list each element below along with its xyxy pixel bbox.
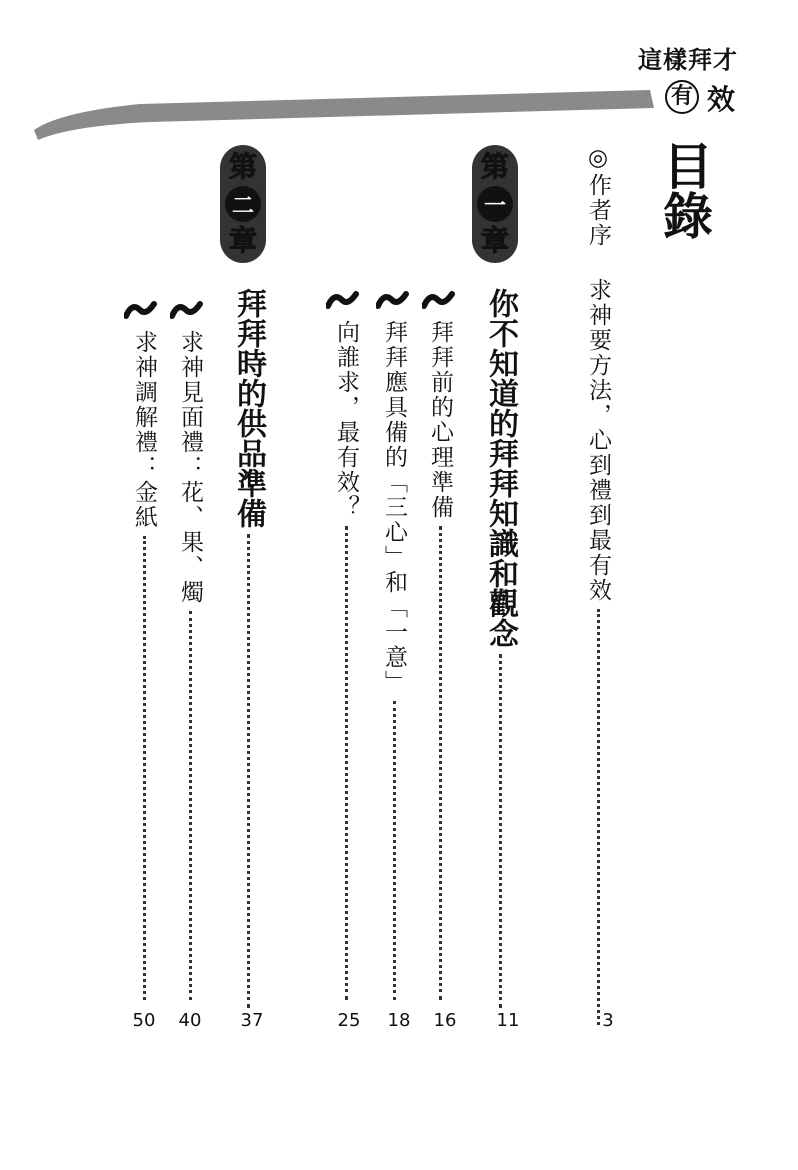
leader-dots bbox=[597, 609, 600, 1025]
leader-dots bbox=[189, 611, 192, 1000]
chapter-2-title: 拜拜時的供品準備 bbox=[231, 288, 266, 528]
chapter-2-title-entry[interactable] bbox=[228, 288, 268, 1008]
toc-item-text: 拜拜應具備的「三心」和「一意」 bbox=[381, 320, 407, 695]
badge-char-bottom: 章 bbox=[228, 224, 257, 257]
preface-label: ◎作者序 bbox=[585, 145, 611, 248]
toc-item-text: 求神調解禮：金紙 bbox=[131, 330, 157, 530]
leader-dots bbox=[143, 536, 146, 1000]
toc-item-text: 拜拜前的心理準備 bbox=[427, 320, 453, 520]
chapter-2-title-page: 37 bbox=[240, 1010, 264, 1031]
leader-dots bbox=[393, 701, 396, 1000]
book-title-line1: 這樣拜才 bbox=[638, 46, 738, 74]
chapter-1-title-page: 11 bbox=[496, 1010, 520, 1031]
leader-dots bbox=[345, 526, 348, 1000]
toc-item[interactable] bbox=[374, 320, 414, 1000]
preface-text: 求神要方法，心到禮到最有效 bbox=[585, 278, 611, 603]
wave-bullet-icon bbox=[170, 300, 206, 322]
toc-title: 目錄 bbox=[655, 140, 714, 240]
toc-item-page: 25 bbox=[337, 1010, 361, 1031]
toc-item[interactable] bbox=[170, 330, 210, 1000]
wave-bullet-icon bbox=[376, 290, 412, 312]
toc-item-text: 向誰求，最有效？ bbox=[333, 320, 359, 520]
chapter-1-title: 你不知道的拜拜知識和觀念 bbox=[483, 288, 518, 648]
wave-bullet-icon bbox=[326, 290, 362, 312]
toc-item-text: 求神見面禮：花、果、燭 bbox=[177, 330, 203, 605]
toc-item-page: 18 bbox=[387, 1010, 411, 1031]
leader-dots bbox=[499, 654, 502, 1008]
chapter-badge-2 bbox=[220, 145, 266, 263]
book-title-tail: 效 bbox=[707, 83, 736, 116]
toc-item[interactable] bbox=[326, 320, 366, 1000]
badge-number: 二 bbox=[225, 186, 261, 222]
toc-item-page: 50 bbox=[132, 1010, 156, 1031]
wave-bullet-icon bbox=[422, 290, 458, 312]
chapter-1-title-entry[interactable] bbox=[480, 288, 520, 1008]
toc-item[interactable] bbox=[420, 320, 460, 1000]
toc-item-page: 16 bbox=[433, 1010, 457, 1031]
badge-number: 一 bbox=[477, 186, 513, 222]
wave-bullet-icon bbox=[124, 300, 160, 322]
toc-item-page: 40 bbox=[178, 1010, 202, 1031]
book-title-circled-char: 有 bbox=[665, 80, 699, 114]
badge-char-top: 第 bbox=[228, 150, 257, 183]
badge-char-bottom: 章 bbox=[480, 224, 509, 257]
badge-char-top: 第 bbox=[480, 150, 509, 183]
preface-entry[interactable] bbox=[578, 145, 618, 1025]
leader-dots bbox=[247, 534, 250, 1008]
toc-item[interactable] bbox=[124, 330, 164, 1000]
preface-page: 3 bbox=[602, 1010, 614, 1031]
leader-dots bbox=[439, 526, 442, 1000]
chapter-badge-1 bbox=[472, 145, 518, 263]
